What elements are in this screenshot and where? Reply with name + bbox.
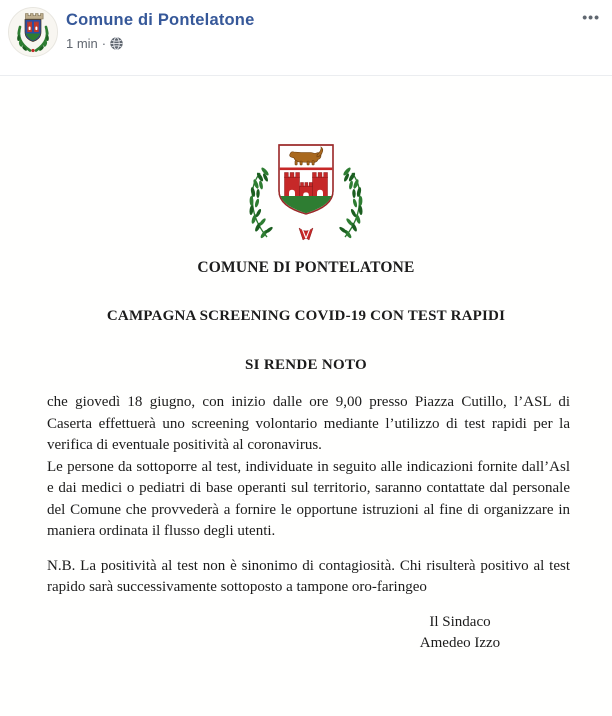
globe-public-icon [110, 37, 123, 50]
post-timestamp[interactable]: 1 min [66, 36, 98, 51]
post-meta [66, 36, 123, 51]
ellipsis-menu-icon[interactable]: ••• [582, 9, 600, 25]
post-image-document[interactable] [0, 76, 612, 716]
document-notice-label: SI RENDE NOTO [245, 357, 367, 373]
signature-role: Il Sindaco [429, 613, 491, 630]
document-heading: COMUNE DI PONTELATONE [197, 259, 415, 276]
avatar-coat-of-arms-icon [9, 43, 57, 57]
page-name-link[interactable]: Comune di Pontelatone [66, 11, 255, 29]
document-paragraph: che giovedì 18 giugno, con inizio dalle ore 9,00 presso Piazza Cutillo, l’ASL di Caserta effettuerà uno screening volontario mediante l’utilizzo di test rapidi per la verifica di eventuale positività al coronavirus. [47, 394, 570, 453]
meta-separator: · [101, 36, 107, 51]
document-paragraph: Le persone da sottoporre al test, individuate in seguito alle indicazioni fornite dall’Asl e dai medici o pediatri di base operanti sul territorio, saranno contattate dal personale del Comune che provvederà a fornire le opportune istruzioni al fine di organizzare in maniera ordinata il flusso degli utenti. [47, 458, 570, 539]
post-header [0, 0, 612, 75]
document-body [47, 392, 570, 599]
document-campaign-title: CAMPAGNA SCREENING COVID-19 CON TEST RAPIDI [106, 308, 506, 324]
document-coat-of-arms-icon [0, 144, 612, 244]
signature-block [350, 612, 570, 655]
document-paragraph-nb: N.B. La positività al test non è sinonimo di contagiosità. Chi risulterà positivo al test rapido sarà successivamente sottoposto a tampone oro-faringeo [47, 557, 570, 595]
signature-name: Amedeo Izzo [419, 635, 501, 651]
page-avatar[interactable] [8, 7, 58, 57]
